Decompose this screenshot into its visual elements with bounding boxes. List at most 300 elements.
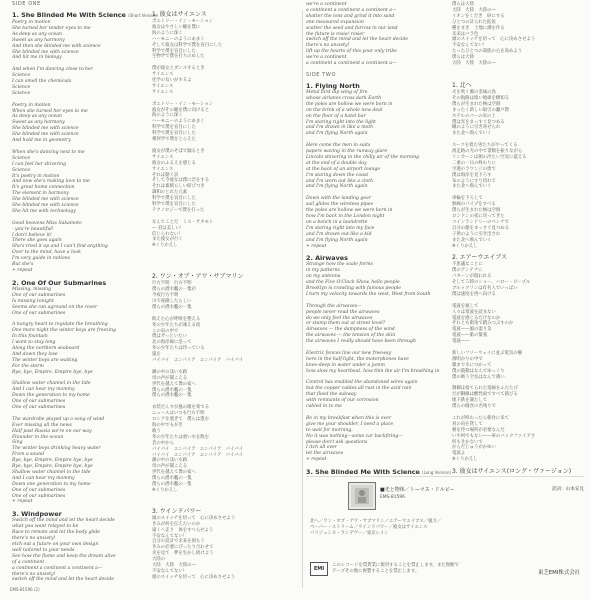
lyric-line: 彼女はやさしい瞳を僕に [152, 24, 201, 30]
lyric-line: ロンドンの夜に戻ってきた [452, 213, 505, 219]
lyric-line: I'm very guide in notions [12, 256, 70, 262]
album-cover-thumbnail-icon [348, 482, 376, 510]
lyric-line: ※くりかえし [452, 457, 478, 463]
lyric-line: 行方不明 行方不明 [152, 281, 192, 287]
lyric-line: この泉の中で [152, 328, 179, 334]
lyric-line: 僕らの潜水艦の一隻 [152, 482, 192, 488]
lyric-line: 大陸 大陸 大陸の— [452, 61, 496, 67]
lyric-line: 幾何学で僕をとらえた [152, 137, 196, 143]
lyric-line: Strange how the scale forms [306, 262, 373, 268]
lyric-line: The winter boys are waiting [12, 357, 78, 363]
lyric-line: sail glides the wireless pipes [306, 202, 373, 208]
lyric-line: in my patterns [306, 268, 340, 274]
lyric-line: at the back of an airport lounge [306, 166, 381, 172]
lyric-line: 彼女のふるえを感じる [152, 160, 196, 166]
lyric-line: ニュースはいつも行方不明 [152, 411, 205, 417]
lyric-line: I can feel her shivering [12, 161, 67, 167]
lyric-line: + repeat [12, 268, 33, 273]
lyric-line: 僕のアンテナに [452, 268, 483, 274]
lyric-line: パターンが現われる [452, 274, 492, 280]
lyric-line: 頭のスイッチを切って 心に決めさせよう [452, 37, 536, 43]
lyric-line: It's great home connection [12, 185, 75, 191]
lyric-line: Bye, bye, Empire, Empire bye, bye [12, 458, 93, 464]
lyric-line: 自分の顔をまっすぐ見つめる [452, 225, 510, 231]
lyric-line: And then she blinded me with science [12, 43, 101, 49]
lyric-line: For the storm [12, 363, 44, 369]
lyric-line: まったく新しい取引の瀬戸際 [452, 107, 510, 113]
lyric-line: 信じられない！ [152, 231, 183, 237]
lyric-line: だが銅線は酸性雨ですべて錆びる [452, 392, 518, 398]
side-one-japanese-column [152, 0, 297, 600]
lyric-line: Half past Russia we're on our way [12, 428, 92, 434]
lyric-line: well tailored to your needs [12, 547, 75, 553]
lyric-line: 頭のスイッチを切って 心に決めさせよう [152, 574, 236, 580]
lyric-line: 蛾のように引き寄せられ [452, 125, 501, 131]
lyric-line: Lincoln shivering in the chilly air of the morning [306, 154, 420, 160]
lyric-line: ※くりかえし [152, 243, 178, 249]
lyric-line: 僕らの潜水艦の一隻 [152, 476, 192, 482]
lyric-line: knee-deep in water under a jumm [306, 362, 385, 368]
lyrics-block [12, 20, 145, 274]
lyric-line: Down the generation to my home [12, 393, 90, 399]
lyric-line: And hit me in biology [12, 55, 62, 61]
song-title-jp: 1. 北へ [452, 81, 472, 89]
lyrics-block-jp [452, 262, 584, 463]
lyric-line: ポエトリー・イン・モーション [152, 101, 214, 107]
lyric-line: 嵐を [152, 352, 161, 358]
lyric-line: 科学で僕を盲目にした [152, 125, 196, 131]
lyric-line: バイバイ エンパイア エンパイア バイバイ [152, 446, 244, 452]
lyric-line: 未来はバラ色 [452, 31, 479, 37]
lyric-line: Science [12, 90, 31, 96]
lyric-line: She blinded me with science [12, 197, 79, 203]
lyrics-block [12, 287, 145, 505]
lyric-line: give me your shoulder, I need a place [306, 421, 394, 427]
song-title-jp: 3. ウインドパワー [152, 507, 202, 515]
song-title-windpower: 3. Windpower [12, 510, 62, 519]
lyric-line: 人々は電波を読まない [452, 309, 496, 315]
lyric-line: on the brink of a whole new deal [306, 107, 383, 113]
lyric-line: Over to the mind, have a look [12, 250, 81, 256]
lyrics-block [306, 90, 446, 249]
song-title-she-blinded-me [12, 11, 158, 20]
lyric-line: ブルックリンは有名人でいっぱい [452, 286, 518, 292]
lyric-line: Seems she ran aground on the rover [12, 304, 98, 310]
lyric-line: One of our submarines [12, 493, 66, 499]
lyric-line: there's no anxiety! [12, 571, 56, 577]
lyric-line: 不安なんてない！ [452, 43, 488, 49]
desc-line: ペーパー・ストリーム／ウインドパワー／彼女はサイエンス [310, 525, 428, 530]
lyric-line: there's no anxiety! [12, 536, 56, 542]
lyric-line: of a continent [12, 559, 45, 565]
lyric-line: 僕らが生まれた極は空洞 [452, 101, 501, 107]
lyric-line: Race to remote and let the body glide [12, 530, 101, 536]
lyric-line: ハーモニーのようにあまく [152, 119, 205, 125]
lyric-line: One of our submarines [12, 405, 66, 410]
lyric-line: そして彼女は科学で僕を盲目にした [152, 42, 223, 48]
lyric-line: 生物学で僕を打ちのめした [152, 54, 205, 60]
lyric-line: ハーモニーのようにあまく [152, 36, 205, 42]
lyric-line: and I'm drawn out like a kid [306, 231, 372, 237]
footer-separator [306, 476, 584, 477]
lyric-line: One of our submarines [12, 310, 66, 316]
lyric-line: 大陸 大陸 大陸の— [152, 563, 196, 569]
lyric-line: Ever missing all the news [12, 422, 72, 428]
catalog-number: EMS-81596 (2) [10, 587, 40, 592]
lyric-line: and I'm flying North again [306, 237, 368, 243]
lyric-line: 電波——肌の緊張 [452, 333, 488, 339]
lyric-line: サイエンス [152, 72, 174, 78]
lyric-line: 僕の吸う空気はなんて薄い [452, 374, 505, 380]
lyrics-block [306, 262, 446, 463]
lyric-line: 大陸の [152, 557, 166, 563]
lyric-line: 僕らの潜水艦の一隻 [152, 387, 192, 393]
lyric-line: 二重の一日の終わりに [452, 160, 496, 166]
lyric-line: See how the flame and keep the dream alive [12, 553, 116, 559]
lyric-line: Switch off the mind and let the heart decide [12, 518, 115, 524]
lyric-line: テクノロジーで僕を打った [152, 207, 205, 213]
lyric-line: I'm staring right into my face [306, 225, 375, 231]
lyric-line: the poles are hollow we were born in [306, 101, 393, 107]
lyric-line: the airwaves — the tension of the skin [306, 333, 396, 339]
lyric-line: 今夜行方不明 [152, 293, 179, 299]
lyric-line: Poetry in motion [12, 102, 51, 108]
lyric-line: One more night the winter boys are freezing [12, 328, 116, 334]
lyric-line: 空港のラウンジの奥で [452, 166, 496, 172]
lyric-line: A hungry heart to regulate the breathing [12, 322, 108, 328]
lyric-line: on a bench in a laundrette [306, 219, 368, 225]
lyric-line: Bye, bye, Empire, Empire bye, bye [12, 464, 93, 470]
side-one-label: SIDE ONE [12, 1, 41, 7]
lyric-line: 僕らの潜水艦の一隻が [152, 287, 196, 293]
lyric-line: 布のようにすり切れて [452, 178, 496, 184]
company-name: 東芝EMI株式会社 [538, 570, 580, 576]
lyric-line: Science [12, 73, 31, 79]
lyric-line: 川で座礁したらしい [152, 299, 192, 304]
lyric-line: きみが何を伝えたいのか [152, 521, 201, 527]
version-note: (Long Version) [422, 470, 451, 476]
lyric-line: 冬の少年たちは重い水を飲む [152, 434, 210, 440]
lyric-line: cabled in to me [306, 404, 342, 410]
lyric-line: 種をまき 土地に溝を作る [452, 25, 505, 31]
lyric-line: その航路は暗い地球を横切る [452, 95, 510, 101]
lyric-line: And hold me in geometry [12, 138, 71, 144]
lyric-line: whose airlanes cross dark Earth [306, 95, 382, 101]
lyric-line: 自分の設計で未来を刻もう [152, 539, 205, 545]
lyric-line: Control has enabled the abandoned wires again [306, 380, 418, 386]
lyric-line: いや何でもない——車のバックファイアさ [452, 433, 536, 439]
lyric-line: 炎を見て 夢を生かし続けよう [152, 551, 214, 557]
lyric-line: 君の肩を貸して [452, 421, 483, 427]
lyric-line: 子供のように引き出され [452, 231, 501, 237]
lyric-line: at the end of a double day [306, 160, 367, 166]
lyric-line: please don't ask questions [306, 439, 368, 445]
lyric-line: on the floor of a hotel bar [306, 113, 366, 119]
lyric-line: Through the airwaves— [306, 303, 362, 309]
lyric-line: スーツを着た男たちがやってくる [452, 143, 518, 149]
lyric-line: 冬の少年たちは待っている [152, 346, 205, 352]
lyric-line: 科学で僕を盲目にした [152, 202, 196, 208]
lyric-line: Flounder in the ocean [12, 434, 64, 440]
album-line: ■光と物体／トーマス・ドルビー [380, 487, 455, 493]
lyric-line: からだじゅうがかゆい [452, 445, 496, 451]
lyric-line: リンカーンは朝の冷たい空気に震える [452, 154, 527, 160]
lyrics-block-jp [152, 516, 297, 581]
lyric-line: 不思議なことに [452, 262, 483, 268]
desc-line: 北へ／ワン・オブ・アワ・サブマリン／エアーウエイブス／風力／ [310, 519, 442, 524]
notice-line: テープその他に複製することを禁止します。 [332, 569, 420, 574]
lyric-line: Electric fences line our new freeway [306, 350, 392, 356]
lyrics-block-jp [152, 281, 297, 494]
lyric-line: 朝を待つ場所が必要なんだ [452, 427, 505, 433]
lyric-line: 地下鉄を満たして [452, 398, 488, 404]
lyric-line: 僕はずっといたい [152, 334, 187, 340]
lyric-line: 化学の匂いがするよ [152, 78, 192, 84]
side-two-label: SIDE TWO [306, 71, 336, 78]
lyric-line: Sing [12, 440, 23, 446]
song-title-jp: 2. エアーウエイブス [452, 254, 508, 262]
lyric-line: people never read the airwaves [306, 309, 380, 315]
lyric-line: And I can hear my mommy [12, 387, 75, 393]
song-title-jp: 1. 彼女はサイエンス [152, 11, 207, 18]
label-row [306, 562, 584, 584]
lyric-line: イオンをくだき 砂にする [452, 13, 505, 19]
lyric-line: + repeat [306, 243, 327, 249]
lyric-line: here in the half-light, the motorphones have [306, 356, 409, 362]
lyric-line: また彼女が行く [152, 237, 183, 243]
notice-line: このレコードを賃貸業に使用することを禁止します。また無断で [332, 563, 459, 568]
catalog-code: EMS-81596 [380, 495, 405, 500]
lyric-line: I want to stay long [12, 340, 56, 346]
album-footer [306, 478, 584, 588]
lyric-line: switch off the mind and let the heart decide [306, 37, 409, 43]
lyric-line: And when I'm dancing close to her [12, 67, 93, 73]
center-divider [302, 10, 303, 588]
lyric-line: 科学で僕を盲目にした [152, 131, 196, 137]
lyric-line: I'm staring right into the light [306, 119, 376, 125]
song-title-text: 1. She Blinded Me With Science [12, 11, 126, 19]
lyric-line: + repeat [12, 499, 33, 505]
lyric-line: Sweet as any harmony [12, 120, 65, 126]
lyric-line: From a sound [12, 452, 45, 458]
lyric-line: Here come the men in suits [306, 143, 371, 149]
lyric-line: Shallow water channel in the tide [12, 381, 91, 387]
lyric-line: 僕の鼓動はなんてゆっくり [452, 368, 505, 374]
lyric-line: Metal bird dip wing of fire [306, 89, 368, 95]
lyric-line: また北へ飛んでいく [452, 131, 492, 137]
lyric-line: No it was nothing—some car backfiring— [306, 433, 403, 439]
lyric-line: + repeat [306, 457, 327, 463]
lyric-line: 頭のスイッチを切って 心に決めさせよう [152, 515, 236, 521]
lyric-line: a continent a continent a continent a— [306, 7, 397, 13]
lyric-line: 海のように深く [152, 30, 183, 36]
lyric-line: 歌う [152, 428, 161, 434]
lyric-line: 冬の少年たちが凍える夜 [152, 322, 201, 328]
lyric-line: Down one generation to my home [12, 481, 91, 487]
lyric-line: One of our submarines [12, 487, 66, 493]
lyrics-block-jp [452, 2, 584, 67]
lyric-line: with remnants of our corrosion [306, 398, 379, 404]
lyric-line: let the airwaves [306, 451, 344, 457]
lyric-line: One of our submarines [12, 399, 66, 405]
lyric-line: ※くりかえし [152, 487, 178, 493]
lyric-line: ホテルのバーの床の上 [452, 113, 496, 119]
lyric-line: do we only feel the airwaves [306, 315, 373, 321]
lyric-line: 滑走路の光の中で書類を振りながら [452, 149, 523, 155]
lyric-line: Airwaves — the dampness of the wind [306, 327, 395, 333]
lyric-line: switch off the mind and let the heart decide [12, 577, 115, 583]
lyric-line: I itch all over [306, 445, 337, 451]
lyric-line: She blinded me with science [12, 132, 79, 138]
lyric-line: In this fountain [12, 334, 48, 340]
lyric-line: papers waving in the runway glare [306, 149, 388, 155]
lyric-line: バイバイ エンパイア エンパイア バイバイ [152, 358, 244, 364]
lyric-line: コインランドリーのベンチで [452, 219, 509, 225]
song-title-one-of-our-submarines: 2. One Of Our Submarines [12, 278, 107, 287]
lyric-line: 僕は海岸を見下ろす [452, 172, 492, 178]
album-info [380, 486, 455, 500]
lyric-line: 海のように深く [152, 113, 183, 119]
lyric-line: and I'm flying North again [306, 131, 368, 137]
lyric-line: and I'm worn out like a cloth [306, 178, 374, 184]
lyric-line: 膝まで水につかって [452, 362, 492, 368]
lyric-line: 大陸 大陸 大陸の— [452, 7, 496, 13]
lyric-line: 僕らは大陸 [452, 55, 474, 61]
lyric-line: 母の声が聞こえる [152, 464, 188, 470]
lyrics-block [306, 2, 446, 67]
lyric-line: When she turned her eyes to me [12, 108, 88, 114]
lyric-line: what you want relayed to be [12, 524, 79, 530]
lyric-line: And I can hear my mommy [12, 475, 75, 481]
lyric-line: 衣装だんすが風の歌を奏でる [152, 405, 210, 411]
lyric-line: When she's dancing next to me [12, 149, 85, 155]
lyric-line: Along the northern seaboard [12, 345, 80, 351]
lyric-line: 僕らの潜水艦の一隻 [152, 304, 192, 310]
lyric-line: Be in my breakfast when this is over [306, 415, 392, 421]
song-title-flying-north: 1. Flying North [306, 81, 360, 90]
lyric-line: きみの必要にぴったり合わせて [152, 545, 214, 551]
lyric-line: Missing, missing [12, 286, 52, 292]
lyric-line: Brooklyn is crawling with famous people [306, 286, 401, 292]
lyric-line: Down with the landing gear [306, 196, 371, 202]
lyric-line: But she's [12, 262, 34, 268]
album-cover-art [349, 483, 375, 509]
lyric-line: we're a continent [306, 2, 347, 7]
song-title-jp: 2. ワン・オブ・アワ・サブマリン [152, 273, 244, 281]
translation-credit: 訳詞：山本安見 [551, 487, 584, 493]
lyric-line: 彼女がその瞳を僕に向けると [152, 107, 210, 113]
lyric-line: 北の海岸線に沿って [152, 340, 192, 346]
lyric-line: scatter the seed and furrow in our land [306, 25, 398, 31]
lyric-line: or stamp them out at street level? [306, 321, 386, 327]
lyric-line: And down they lose [12, 351, 58, 357]
lyric-line: One of our submarines [12, 292, 66, 298]
lyric-line: バイバイ エンパイア エンパイア バイバイ [152, 452, 244, 458]
lyric-line: lift up the hearts of this your only tribe [306, 49, 397, 55]
lyric-line: the airwaves I really should have been through [306, 339, 416, 345]
lyric-line: we're a continent [306, 55, 347, 61]
desc-line: パリジェンヌ・ランデヴー／東京レイン [310, 531, 389, 536]
lyric-line: 何もきかないで [452, 439, 483, 445]
lyric-line: the poles are hollow we were born in [306, 208, 393, 214]
lyric-line: 僕らの潜水艦の一隻 [152, 393, 192, 399]
lyric-line: ひとつの計られた拡張 [452, 19, 496, 25]
lyric-line: I can smell the chemicals [12, 79, 72, 85]
lyric-line: 車輪を下ろして [452, 196, 483, 202]
copyright-notice [332, 562, 584, 574]
lyric-line: Shallow water channel in the tide [12, 469, 91, 475]
lyric-line: etch out a future on your own design [12, 542, 99, 548]
lyric-line: She blinded me with science [12, 203, 79, 209]
lyric-line: As deep as any ocean [12, 114, 62, 120]
lyric-line: Poetry in motion [12, 20, 51, 25]
lyric-line: Science [12, 155, 31, 161]
lyric-line: on my antenna [306, 274, 341, 280]
lyric-line: 遠くへ走り 体をすべらせよう [152, 527, 214, 533]
lyric-line: 僕は光をまっすぐ見つめる [452, 119, 505, 125]
lyric-line: それは動く詩 [152, 172, 179, 178]
lyric-line: 潮の中の浅い水路 [152, 369, 188, 375]
lyric-line: The element in harmony [12, 191, 69, 197]
lyric-line: Is missing tonight [12, 298, 54, 304]
lyric-line: ポエトリー・イン・モーション [152, 19, 214, 24]
lyric-line: Sweet as any harmony [12, 37, 65, 43]
lyric-line: サイエンス [152, 83, 174, 89]
lyric-line: これが終わったら朝食に来て [452, 415, 510, 421]
lyric-line: She turned her tender eyes to me [12, 25, 91, 31]
lyric-line: a continent a continent a continent a— [12, 565, 103, 571]
lyric-line: 音の中から [152, 440, 174, 446]
lyric-line: and I'm flying North again [306, 184, 368, 190]
lyric-line: 電波を通して [452, 303, 479, 309]
lyric-line: and the Five O'Clock Show, hello people [306, 280, 400, 286]
lyric-line: 不安なんてない！ [152, 533, 188, 539]
lyric-line: Science [12, 167, 31, 173]
lyric-line: 科学で僕を盲目にした [152, 48, 196, 54]
lyric-line: そして今彼女は僕に恋をする [152, 178, 210, 184]
lyric-line: 無線のパイプをすべる [452, 202, 496, 208]
lyric-line: Science [12, 84, 31, 90]
lyric-line: that flood the subway [306, 392, 357, 398]
lyric-line: 海の中でもがき [152, 422, 183, 428]
lyric-line: She hit me with technology [12, 208, 76, 214]
lyric-line: ※くりかえし [452, 243, 478, 249]
lyric-line: ロシアを過ぎて 僕らは進む [152, 417, 210, 423]
lyric-line: It's poetry in motion [12, 173, 60, 179]
lyric-line: - you're beautiful! [12, 226, 54, 232]
lyric-line: それとも街角で踏みつぶすのか [452, 321, 514, 327]
lyric-line: I don't believe it! [12, 232, 52, 238]
lyric-line: 電波—— [452, 339, 470, 345]
lyric-line: Bye, bye, Empire, Empire bye, bye [12, 369, 93, 375]
lyric-line: 薄明かりの中で [452, 356, 483, 362]
lyric-line: 新しいフリーウェイに並ぶ電気の柵 [452, 350, 522, 356]
emi-logo: EMI [310, 562, 328, 576]
lyric-line: shatter the ions and grind it into sand [306, 13, 395, 19]
lyric-line: なんてことだ ミス・サカモト [152, 219, 214, 225]
lyric-line: I'm staring down the coast [306, 172, 369, 178]
lyric-line: a continent a continent a continent a— [306, 61, 397, 67]
lyric-line: but the copper cables all rust in the acid rain [306, 386, 412, 392]
lyric-line: サイエンス [152, 89, 174, 95]
lyric-line: また北へ飛んでいく [452, 237, 492, 243]
lyric-line: 僕らが生まれた極は空洞 [452, 208, 501, 214]
lyric-line: サイエンス [152, 154, 174, 160]
lyric-line: The winter boys drinking heavy water [12, 446, 101, 452]
lyric-line: how slow my heartbeat, how thin the air I'm breathing in [306, 368, 440, 374]
lyric-line: She's tried it up and I can't find anything [12, 244, 108, 250]
lyric-line: 母の声が聞こえる [152, 375, 188, 381]
